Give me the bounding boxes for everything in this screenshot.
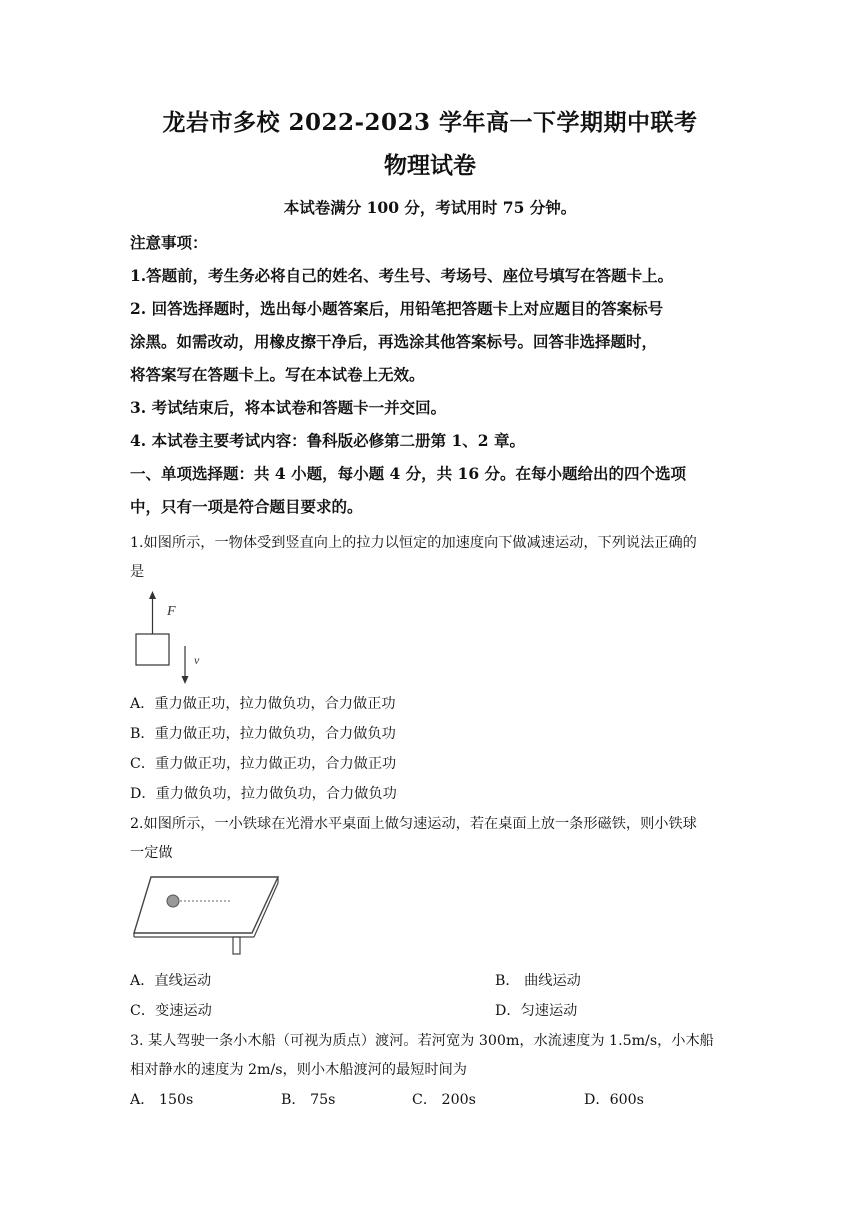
q2-option-b: B． 曲线运动 — [495, 973, 581, 989]
table-edge-2 — [254, 883, 278, 937]
notes-heading: 注意事项： — [130, 233, 208, 252]
block — [136, 634, 169, 665]
q3-option-a: A． 150s — [130, 1092, 194, 1108]
q1-figure — [128, 588, 208, 688]
q2-stem: 2.如图所示，一小铁球在光滑水平桌面上做匀速运动，若在桌面上放一条形磁铁，则小铁球 — [130, 816, 697, 832]
note-line: 涂黑。如需改动，用橡皮擦干净后，再选涂其他答案标号。回答非选择题时， — [130, 332, 658, 351]
force-arrowhead — [149, 591, 156, 599]
q2-option-a: A．直线运动 — [130, 973, 212, 989]
q2-option-c: C．变速运动 — [130, 1003, 212, 1019]
q1-option-b: B．重力做正功，拉力做负功，合力做负功 — [130, 726, 396, 742]
q3-stem: 3. 某人驾驶一条小木船（可视为质点）渡河。若河宽为 300m，水流速度为 1.5m/s，小木船 — [130, 1033, 714, 1049]
note-line: 3. 考试结束后，将本试卷和答题卡一并交回。 — [130, 398, 447, 417]
q1-stem-cont: 是 — [130, 564, 145, 580]
table-top — [134, 877, 278, 933]
q3-option-b: B． 75s — [281, 1092, 336, 1108]
q3-stem-cont: 相对静水的速度为 2m/s，则小木船渡河的最短时间为 — [130, 1062, 467, 1078]
q1-option-d: D．重力做负功，拉力做负功，合力做负功 — [130, 786, 397, 802]
exam-info: 本试卷满分 100 分，考试用时 75 分钟。 — [283, 198, 577, 217]
note-line: 4. 本试卷主要考试内容：鲁科版必修第二册第 1、2 章。 — [130, 431, 525, 450]
velocity-arrowhead — [182, 676, 189, 684]
q1-stem: 1.如图所示，一物体受到竖直向上的拉力以恒定的加速度向下做减速运动，下列说法正确的 — [130, 535, 697, 551]
iron-ball — [167, 895, 179, 907]
subject-title: 物理试卷 — [384, 152, 476, 179]
q2-stem-cont: 一定做 — [130, 845, 173, 861]
table-leg — [233, 937, 240, 954]
force-label: F — [167, 604, 176, 619]
note-line: 1.答题前，考生务必将自己的姓名、考生号、考场号、座位号填写在答题卡上。 — [130, 266, 674, 285]
q1-option-a: A．重力做正功，拉力做负功，合力做正功 — [130, 696, 396, 712]
note-line: 2. 回答选择题时，选出每小题答案后，用铅笔把答题卡上对应题目的答案标号 — [130, 299, 664, 318]
q1-option-c: C．重力做正功，拉力做正功，合力做正功 — [130, 756, 397, 772]
q3-option-c: C． 200s — [412, 1092, 476, 1108]
section-heading-cont: 中，只有一项是符合题目要求的。 — [130, 497, 363, 516]
exam-title: 龙岩市多校 2022-2023 学年高一下学期期中联考 — [162, 109, 698, 136]
velocity-label: v — [194, 653, 200, 667]
section-heading: 一、单项选择题：共 4 小题，每小题 4 分，共 16 分。在每小题给出的四个选项 — [130, 464, 687, 483]
note-line: 将答案写在答题卡上。写在本试卷上无效。 — [130, 365, 425, 384]
q3-option-d: D．600s — [584, 1092, 644, 1108]
q2-figure — [130, 873, 290, 963]
q2-option-d: D．匀速运动 — [495, 1003, 578, 1019]
